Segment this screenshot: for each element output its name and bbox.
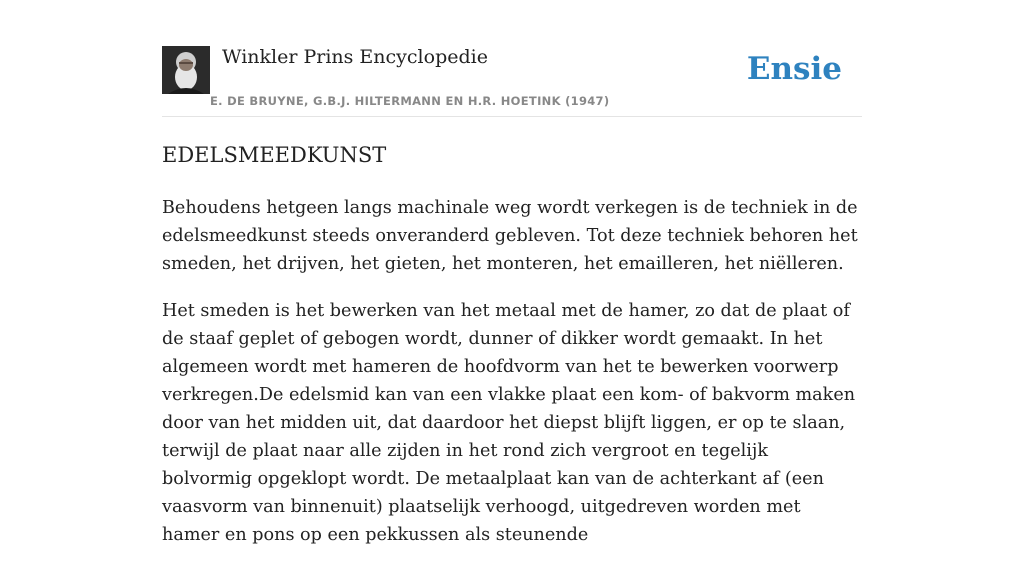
authors-line: E. DE BRUYNE, G.B.J. HILTERMANN EN H.R. HOETINK (1947)	[210, 94, 610, 108]
article-paragraph: Behoudens hetgeen langs machinale weg wordt verkegen is de techniek in de edelsmeedkunst steeds onveranderd gebleven. Tot deze techniek behoren het smeden, het drijven, het gieten, het monteren, het emailleren, het niëlleren.	[162, 198, 858, 274]
brand-logo[interactable]: Ensie	[746, 51, 842, 87]
article-paragraph: Het smeden is het bewerken van het metaal met de hamer, zo dat de plaat of de staaf geplet of gebogen wordt, dunner of dikker wordt gemaakt. In het algemeen wordt met hameren de hoofdvorm van het te bewerken voorwerp verkregen.De edelsmid kan van een vlakke plaat een kom- of bakvorm maken door van het midden uit, dat daardoor het diepst blijft liggen, er op te slaan, terwijl de plaat naar alle zijden in het rond zich vergroot en tegelijk bolvormig opgeklopt wordt. De metaalplaat kan van de achterkant af (een vaasvorm van binnenuit) plaatselijk verhoogd, uitgedreven worden met hamer en pons op een pekkussen als steunende	[162, 301, 856, 545]
article-content	[162, 140, 862, 568]
site-title[interactable]: Winkler Prins Encyclopedie	[222, 46, 488, 68]
site-header	[162, 46, 862, 117]
author-portrait-icon	[162, 46, 210, 94]
article-title: EDELSMEEDKUNST	[162, 143, 387, 167]
